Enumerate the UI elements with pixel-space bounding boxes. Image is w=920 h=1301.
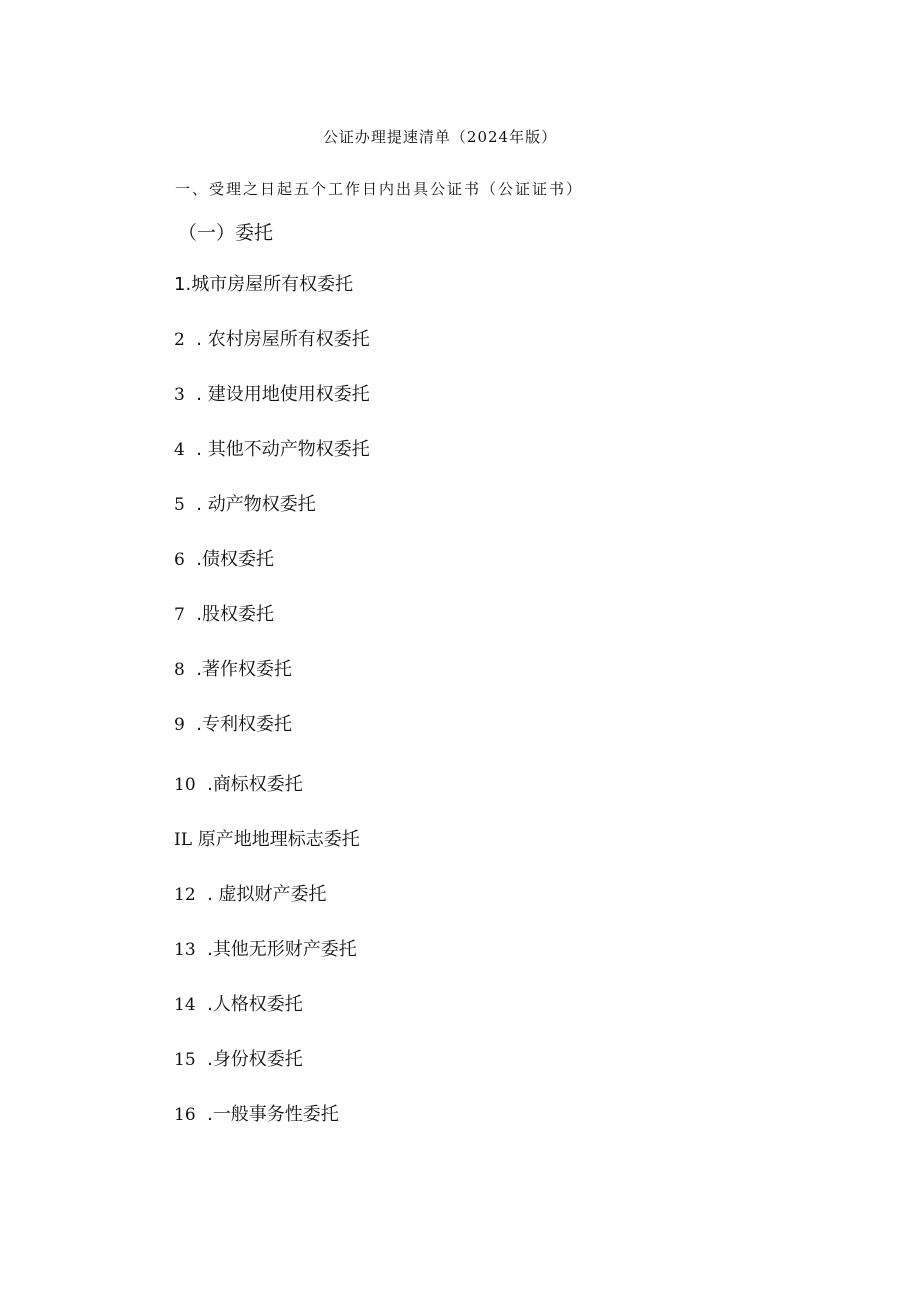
list-item — [174, 493, 316, 517]
item-text: 农村房屋所有权委托 — [207, 329, 370, 350]
list-item — [174, 273, 353, 297]
item-text: 债权委托 — [202, 549, 274, 570]
item-text: 股权委托 — [202, 604, 274, 625]
list-item — [174, 658, 292, 682]
item-separator: . — [195, 1104, 213, 1125]
list-item — [174, 883, 327, 907]
item-text: 虚拟财产委托 — [218, 884, 327, 905]
item-number: 6 — [174, 550, 185, 570]
item-separator: . — [184, 549, 202, 570]
item-separator: . — [195, 939, 213, 960]
item-number: 9 — [174, 715, 185, 735]
list-item — [174, 938, 357, 962]
item-number: 2 — [174, 330, 185, 350]
item-separator: . — [184, 714, 202, 735]
item-text: 城市房屋所有权委托 — [191, 274, 354, 295]
list-item — [174, 1103, 339, 1127]
list-item — [174, 603, 274, 627]
item-separator: . — [195, 884, 219, 905]
item-separator: . — [184, 329, 208, 350]
item-number: 16 — [174, 1105, 196, 1125]
list-item — [174, 993, 303, 1017]
item-number: 12 — [174, 885, 196, 905]
item-separator: . — [184, 494, 208, 515]
item-number: 10 — [174, 775, 196, 795]
list-item — [174, 713, 292, 737]
item-text: 其他无形财产委托 — [212, 939, 357, 960]
list-item — [174, 383, 370, 407]
item-number: 13 — [174, 940, 196, 960]
list-item — [174, 438, 370, 462]
document-title: 公证办理提速清单（2024年版） — [322, 128, 558, 146]
list-item — [174, 1048, 303, 1072]
item-text: 著作权委托 — [202, 659, 292, 680]
item-separator: . — [195, 1049, 213, 1070]
item-separator: . — [195, 994, 213, 1015]
item-number: 4 — [174, 440, 185, 460]
item-number: 15 — [174, 1050, 196, 1070]
item-text: 商标权委托 — [212, 774, 303, 795]
list-item — [174, 548, 274, 572]
list-item — [174, 828, 360, 852]
item-text: 人格权委托 — [212, 994, 303, 1015]
item-text: 专利权委托 — [202, 714, 292, 735]
item-number: 7 — [174, 605, 185, 625]
item-number: 1. — [174, 274, 192, 295]
item-separator: . — [195, 774, 213, 795]
item-text: 其他不动产物权委托 — [207, 439, 370, 460]
section-heading: 一、受理之日起五个工作日内出具公证书（公证证书） — [175, 180, 584, 198]
item-number: 8 — [174, 660, 185, 680]
item-text: 建设用地使用权委托 — [207, 384, 370, 405]
list-item — [174, 328, 370, 352]
item-text: 身份权委托 — [212, 1049, 303, 1070]
item-text: 一般事务性委托 — [212, 1104, 339, 1125]
list-item — [174, 773, 303, 797]
item-number: 5 — [174, 495, 185, 515]
item-separator: . — [184, 384, 208, 405]
item-separator: . — [184, 439, 208, 460]
item-separator: . — [184, 659, 202, 680]
item-number: IL — [174, 830, 193, 850]
item-number: 14 — [174, 995, 196, 1015]
item-separator: . — [184, 604, 202, 625]
item-text: 原产地地理标志委托 — [197, 829, 360, 850]
item-text: 动产物权委托 — [207, 494, 316, 515]
subsection-heading: （一）委托 — [178, 222, 274, 244]
item-number: 3 — [174, 385, 185, 405]
